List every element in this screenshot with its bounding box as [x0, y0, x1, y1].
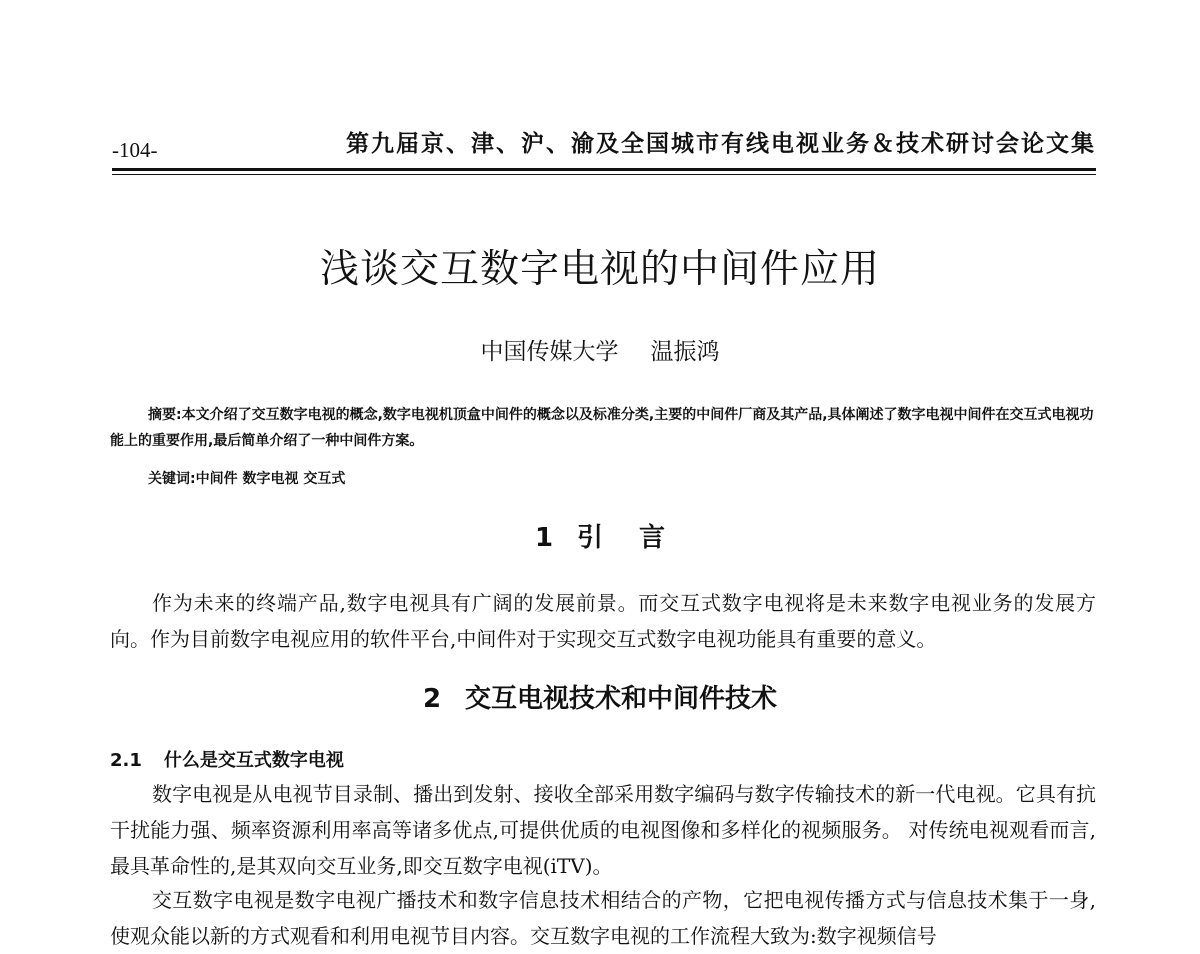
- running-header: [112, 128, 1096, 171]
- paragraph: 数字电视是从电视节目录制、播出到发射、接收全部采用数字编码与数字传输技术的新一代电视。它具有抗干扰能力强、频率资源利用率高等诸多优点,可提供优质的电视图像和多样化的视频服务。 对传统电视观看而言,最具革命性的,是其双向交互业务,即交互数字电视(iTV)。: [110, 782, 1096, 878]
- author-name: 温振鸿: [650, 339, 720, 365]
- author-line: [0, 336, 1200, 368]
- paragraph: 交互数字电视是数字电视广播技术和数字信息技术相结合的产物，它把电视传播方式与信息技术集于一身,使观众能以新的方式观看和利用电视节目内容。交互数字电视的工作流程大致为:数字视频信号: [110, 888, 1096, 948]
- paper-title: 浅谈交互数字电视的中间件应用: [319, 247, 880, 292]
- section-heading-technology: [0, 681, 1200, 717]
- subsection-heading: [110, 746, 344, 776]
- journal-title: 第九届京、津、沪、渝及全国城市有线电视业务＆技术研讨会论文集: [346, 130, 1096, 157]
- author-affiliation: 中国传媒大学: [480, 339, 619, 365]
- section-number: 2: [422, 684, 442, 714]
- section-heading-introduction: [0, 520, 1200, 556]
- subsection-number: 2.1: [110, 750, 142, 771]
- paragraph: 作为未来的终端产品,数字电视具有广阔的发展前景。而交互式数字电视将是未来数字电视业务的发展方向。作为目前数字电视应用的软件平台,中间件对于实现交互式数字电视功能具有重要的意义。: [110, 591, 1096, 651]
- keywords: 关键词:中间件 数字电视 交互式: [148, 471, 346, 487]
- page-number: -104-: [112, 138, 158, 162]
- section-title: 交互电视技术和中间件技术: [465, 684, 778, 714]
- section-number: 1: [534, 523, 554, 553]
- subsection-title: 什么是交互式数字电视: [163, 750, 344, 771]
- section-title: 引言: [577, 523, 702, 553]
- abstract: 摘要:本文介绍了交互数字电视的概念,数字电视机顶盒中间件的概念以及标准分类,主要的中间件厂商及其产品,具体阐述了数字电视中间件在交互式电视功能上的重要作用,最后简单介绍了一种中间件方案。: [110, 407, 1094, 449]
